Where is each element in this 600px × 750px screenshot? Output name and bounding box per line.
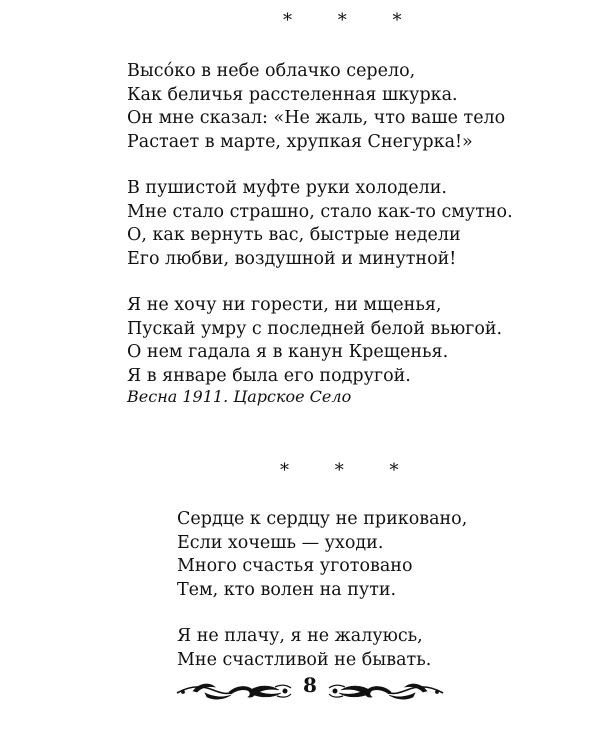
stanza bbox=[127, 294, 513, 388]
stanza bbox=[177, 625, 467, 672]
poem-separator: * * * bbox=[283, 10, 422, 31]
poem-line: Растает в марте, хрупкая Снегурка!» bbox=[127, 131, 473, 152]
stanza bbox=[177, 508, 467, 602]
poem-line: Я в январе была его подругой. bbox=[127, 365, 411, 386]
poem-line: Пускай умру с последней белой вьюгой. bbox=[127, 318, 503, 339]
poem-1 bbox=[127, 60, 513, 388]
poem-line: Много счастья уготовано bbox=[177, 556, 413, 576]
poem-line: Если хочешь — уходи. bbox=[177, 532, 384, 553]
poem-line: Я не плачу, я не жалуюсь, bbox=[177, 626, 423, 646]
poem-line: Мне стало страшно, стало как-то смутно. bbox=[127, 201, 513, 222]
poem-separator: * * * bbox=[280, 460, 419, 481]
poem-line: Высо́ко в небе облачко серело, bbox=[127, 61, 416, 81]
poem-signature: Весна 1911. Царское Село bbox=[127, 387, 352, 406]
page-number: 8 bbox=[303, 673, 317, 697]
poem-line: Я не хочу ни горести, ни мщенья, bbox=[127, 295, 442, 315]
poem-line: О, как вернуть вас, быстрые недели bbox=[127, 225, 461, 245]
stanza bbox=[127, 177, 513, 271]
poem-line: Сердце к сердцу не приковано, bbox=[177, 509, 468, 529]
page-footer bbox=[175, 672, 445, 706]
poem-line: В пушистой муфте руки холодели. bbox=[127, 178, 447, 198]
poem-2 bbox=[177, 508, 467, 672]
poem-line: Тем, кто волен на пути. bbox=[177, 579, 397, 600]
poem-line: Его любви, воздушной и минутной! bbox=[127, 248, 457, 269]
poem-line: Как беличья расстеленная шкурка. bbox=[127, 84, 458, 105]
flourish-ornament-icon bbox=[327, 678, 445, 702]
poem-line: Мне счастливой не бывать. bbox=[177, 649, 432, 670]
poem-line: Он мне сказал: «Не жаль, что ваше тело bbox=[127, 108, 506, 128]
poem-line: О нем гадала я в канун Крещенья. bbox=[127, 342, 449, 362]
stanza bbox=[127, 60, 513, 154]
